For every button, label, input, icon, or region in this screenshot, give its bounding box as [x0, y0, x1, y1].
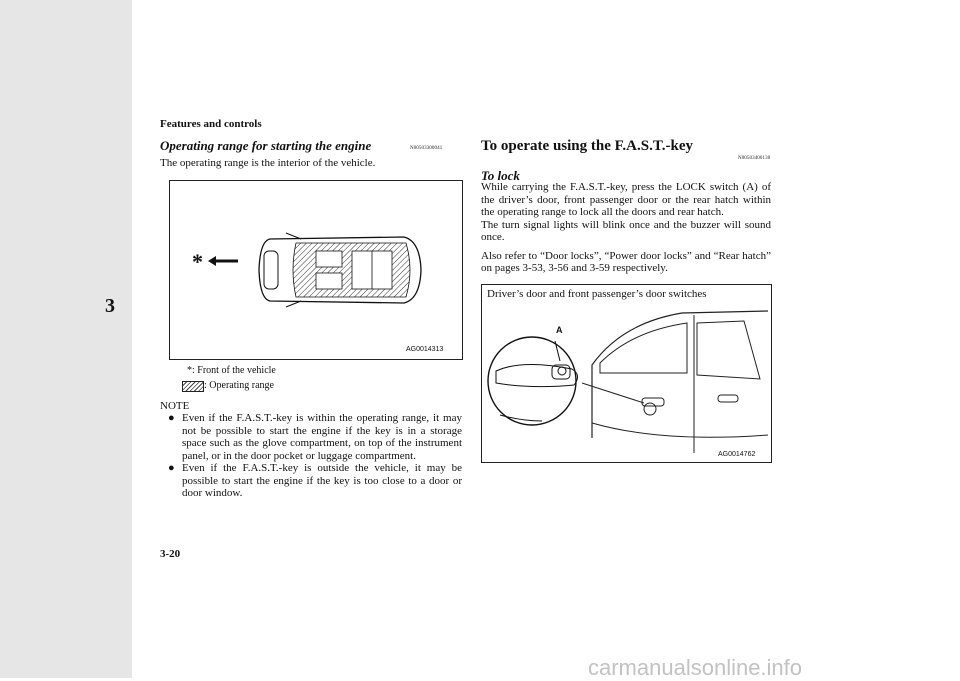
hatch-swatch [182, 381, 204, 392]
heading-code: N00503300041 [410, 146, 443, 151]
watermark: carmanualsonline.info [588, 655, 803, 680]
bullet-icon: ● [168, 462, 175, 474]
subheading-to-lock: To lock [481, 168, 520, 183]
legend-operating-range: : Operating range [204, 380, 274, 391]
door-switch-figure [481, 284, 772, 463]
running-header: Features and controls [160, 118, 262, 130]
heading-code: N00503400130 [738, 156, 771, 161]
door-switch-illustration-icon [482, 303, 771, 461]
bullet-icon: ● [168, 412, 175, 424]
legend-front: *: Front of the vehicle [187, 365, 276, 376]
intro-text: The operating range is the interior of the vehicle. [160, 157, 376, 169]
note-item: ● Even if the F.A.S.T.-key is within the operating range, it may not be possible to start the engine if the key is in a storage space such as the glove compartment, on top of the instrument panel, or in the door pocket or luggage compartment. [168, 412, 462, 462]
paragraph: Also refer to “Door locks”, “Power door locks” and “Rear hatch” on pages 3-53, 3-56 and 3-59 respectively. [481, 249, 771, 274]
lock-instructions [481, 181, 771, 275]
section-number: 3 [105, 295, 115, 317]
operating-range-figure [169, 180, 463, 360]
front-arrow-icon [208, 255, 238, 267]
figure-code: AG0014762 [718, 451, 756, 458]
note-label: NOTE [160, 400, 190, 412]
figure-code: AG0014313 [406, 346, 444, 353]
car-top-view-icon [256, 231, 424, 309]
front-mark: * [192, 249, 203, 274]
section-tab [0, 0, 132, 678]
section-heading-operating-range: Operating range for starting the engine [160, 138, 372, 153]
page-number: 3-20 [160, 548, 181, 560]
note-item: ● Even if the F.A.S.T.-key is outside the vehicle, it may be possible to start the engine if the key is too close to a door or door window. [168, 462, 462, 499]
note-list [168, 412, 462, 500]
label-a: A [556, 325, 563, 335]
figure-caption: Driver’s door and front passenger’s door switches [487, 288, 707, 300]
paragraph: While carrying the F.A.S.T.-key, press the LOCK switch (A) of the driver’s door, front passenger door or the rear hatch within the operating range to lock all the doors and rear hatch. [481, 181, 771, 218]
paragraph: The turn signal lights will blink once and the buzzer will sound once. [481, 218, 771, 243]
section-heading-fast-key: To operate using the F.A.S.T.-key [481, 138, 693, 154]
